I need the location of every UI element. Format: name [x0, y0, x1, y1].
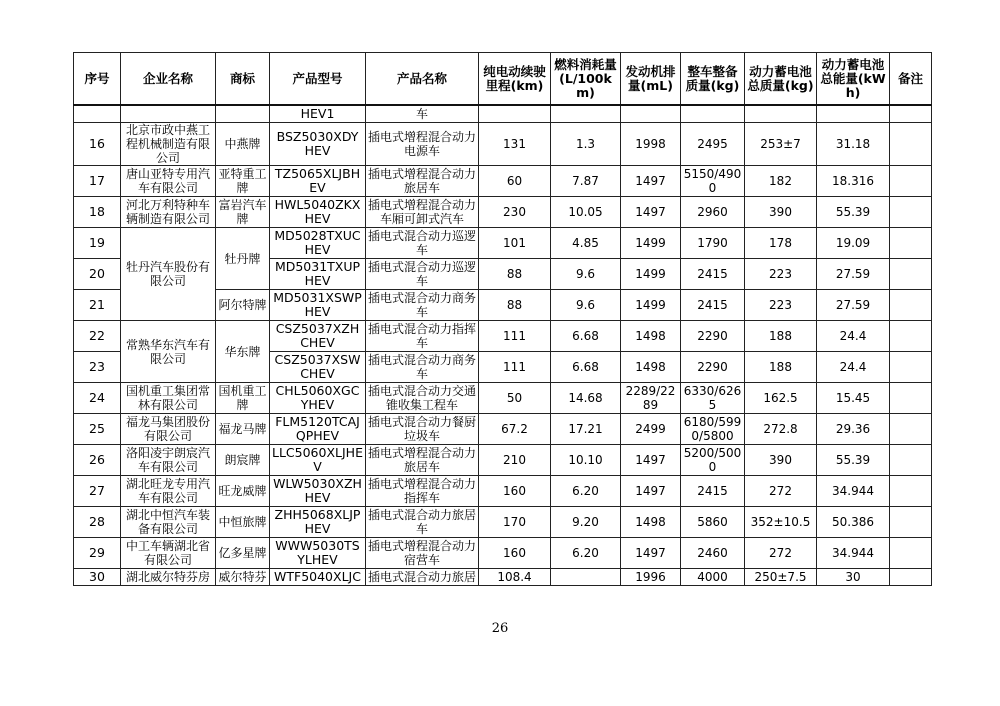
- cell-fuel: 9.6: [551, 290, 621, 321]
- cell-battery-energy: 55.39: [817, 197, 890, 228]
- cell-brand: 福龙马牌: [216, 414, 270, 445]
- cell-displacement: 1996: [621, 569, 681, 586]
- table-row: [74, 123, 932, 166]
- cell-battery-mass: 162.5: [745, 383, 817, 414]
- table-row: [74, 383, 932, 414]
- cell-remark: [890, 321, 932, 352]
- cell-displacement: 1998: [621, 123, 681, 166]
- cell-battery-mass: 390: [745, 197, 817, 228]
- cell-fuel: 9.20: [551, 507, 621, 538]
- cell-mass: [681, 105, 745, 123]
- cell-idx: 16: [74, 123, 121, 166]
- cell-remark: [890, 290, 932, 321]
- vehicle-spec-table: [73, 52, 932, 586]
- table-row: [74, 445, 932, 476]
- table-row: [74, 414, 932, 445]
- cell-fuel: 4.85: [551, 228, 621, 259]
- cell-mass: 2290: [681, 321, 745, 352]
- cell-brand: 华东牌: [216, 321, 270, 383]
- cell-battery-energy: [817, 105, 890, 123]
- cell-fuel: [551, 569, 621, 586]
- header-battery-energy: 动力蓄电池总能量(kWh): [817, 53, 890, 106]
- cell-remark: [890, 166, 932, 197]
- cell-battery-mass: 188: [745, 321, 817, 352]
- cell-displacement: 2289/2289: [621, 383, 681, 414]
- cell-name: 插电式增程混合动力电源车: [366, 123, 479, 166]
- cell-model: ZHH5068XLJPHEV: [270, 507, 366, 538]
- cell-battery-mass: 178: [745, 228, 817, 259]
- cell-battery-mass: 352±10.5: [745, 507, 817, 538]
- cell-displacement: 1498: [621, 507, 681, 538]
- cell-company: 牡丹汽车股份有限公司: [121, 228, 216, 321]
- table-row: [74, 228, 932, 259]
- cell-brand: 亚特重工牌: [216, 166, 270, 197]
- cell-mass: 1790: [681, 228, 745, 259]
- cell-model: WTF5040XLJC: [270, 569, 366, 586]
- cell-battery-energy: 31.18: [817, 123, 890, 166]
- cell-fuel: 10.10: [551, 445, 621, 476]
- cell-battery-mass: 188: [745, 352, 817, 383]
- cell-company: 常熟华东汽车有限公司: [121, 321, 216, 383]
- cell-idx: 18: [74, 197, 121, 228]
- cell-range: 131: [479, 123, 551, 166]
- cell-name: 插电式增程混合动力宿营车: [366, 538, 479, 569]
- cell-company: 湖北旺龙专用汽车有限公司: [121, 476, 216, 507]
- table-row: [74, 321, 932, 352]
- cell-idx: [74, 105, 121, 123]
- cell-remark: [890, 445, 932, 476]
- cell-remark: [890, 569, 932, 586]
- cell-model: MD5028TXUCHEV: [270, 228, 366, 259]
- cell-range: 160: [479, 476, 551, 507]
- cell-range: 108.4: [479, 569, 551, 586]
- cell-displacement: 1497: [621, 538, 681, 569]
- cell-range: 170: [479, 507, 551, 538]
- cell-model: CSZ5037XZHCHEV: [270, 321, 366, 352]
- cell-remark: [890, 507, 932, 538]
- table-header-row: [74, 53, 932, 106]
- header-brand: 商标: [216, 53, 270, 106]
- cell-range: 88: [479, 290, 551, 321]
- cell-model: HWL5040ZKXHEV: [270, 197, 366, 228]
- cell-company: 湖北威尔特芬房: [121, 569, 216, 586]
- cell-range: 111: [479, 321, 551, 352]
- cell-displacement: [621, 105, 681, 123]
- cell-range: 88: [479, 259, 551, 290]
- cell-displacement: 1497: [621, 445, 681, 476]
- cell-fuel: 10.05: [551, 197, 621, 228]
- cell-brand: 亿多星牌: [216, 538, 270, 569]
- cell-mass: 4000: [681, 569, 745, 586]
- cell-fuel: 9.6: [551, 259, 621, 290]
- cell-idx: 25: [74, 414, 121, 445]
- cell-fuel: 7.87: [551, 166, 621, 197]
- cell-range: 230: [479, 197, 551, 228]
- cell-fuel: 17.21: [551, 414, 621, 445]
- cell-range: 60: [479, 166, 551, 197]
- cell-brand: 朗宸牌: [216, 445, 270, 476]
- cell-remark: [890, 105, 932, 123]
- cell-idx: 20: [74, 259, 121, 290]
- cell-battery-energy: 24.4: [817, 352, 890, 383]
- header-remark: 备注: [890, 53, 932, 106]
- table-row: [74, 197, 932, 228]
- cell-brand: 中恒旅牌: [216, 507, 270, 538]
- cell-battery-energy: 34.944: [817, 538, 890, 569]
- header-model: 产品型号: [270, 53, 366, 106]
- cell-idx: 24: [74, 383, 121, 414]
- cell-mass: 2415: [681, 259, 745, 290]
- cell-battery-mass: 223: [745, 290, 817, 321]
- cell-idx: 19: [74, 228, 121, 259]
- cell-name: 插电式增程混合动力车厢可卸式汽车: [366, 197, 479, 228]
- cell-remark: [890, 476, 932, 507]
- cell-displacement: 1497: [621, 197, 681, 228]
- cell-brand: 中燕牌: [216, 123, 270, 166]
- header-range: 纯电动续驶里程(km): [479, 53, 551, 106]
- cell-battery-mass: 390: [745, 445, 817, 476]
- cell-brand: 牡丹牌: [216, 228, 270, 290]
- cell-company: 洛阳凌宇朗宸汽车有限公司: [121, 445, 216, 476]
- header-company: 企业名称: [121, 53, 216, 106]
- cell-mass: 2495: [681, 123, 745, 166]
- cell-battery-energy: 50.386: [817, 507, 890, 538]
- cell-fuel: 14.68: [551, 383, 621, 414]
- cell-model: LLC5060XLJHEV: [270, 445, 366, 476]
- header-mass: 整车整备质量(kg): [681, 53, 745, 106]
- cell-range: 101: [479, 228, 551, 259]
- cell-brand: 富岩汽车牌: [216, 197, 270, 228]
- cell-battery-mass: 182: [745, 166, 817, 197]
- cell-battery-mass: 272.8: [745, 414, 817, 445]
- cell-idx: 30: [74, 569, 121, 586]
- table-row: [74, 166, 932, 197]
- cell-battery-mass: [745, 105, 817, 123]
- cell-mass: 2415: [681, 290, 745, 321]
- cell-battery-mass: 250±7.5: [745, 569, 817, 586]
- cell-brand: 威尔特芬: [216, 569, 270, 586]
- cell-range: 67.2: [479, 414, 551, 445]
- table-row: [74, 507, 932, 538]
- cell-battery-mass: 272: [745, 538, 817, 569]
- cell-idx: 29: [74, 538, 121, 569]
- cell-range: 210: [479, 445, 551, 476]
- cell-remark: [890, 197, 932, 228]
- cell-battery-mass: 253±7: [745, 123, 817, 166]
- cell-idx: 26: [74, 445, 121, 476]
- cell-model: TZ5065XLJBHEV: [270, 166, 366, 197]
- cell-idx: 27: [74, 476, 121, 507]
- cell-company: 湖北中恒汽车装备有限公司: [121, 507, 216, 538]
- cell-name: 插电式增程混合动力旅居车: [366, 445, 479, 476]
- cell-company: 中工车辆湖北省有限公司: [121, 538, 216, 569]
- cell-displacement: 1499: [621, 259, 681, 290]
- cell-displacement: 2499: [621, 414, 681, 445]
- cell-remark: [890, 228, 932, 259]
- cell-idx: 28: [74, 507, 121, 538]
- cell-idx: 23: [74, 352, 121, 383]
- cell-name: 插电式混合动力指挥车: [366, 321, 479, 352]
- cell-displacement: 1498: [621, 352, 681, 383]
- cell-brand: [216, 105, 270, 123]
- cell-company: [121, 105, 216, 123]
- cell-mass: 6330/6265: [681, 383, 745, 414]
- cell-remark: [890, 123, 932, 166]
- cell-model: WLW5030XZHHEV: [270, 476, 366, 507]
- page-number: 26: [491, 621, 509, 636]
- cell-displacement: 1498: [621, 321, 681, 352]
- cell-mass: 5860: [681, 507, 745, 538]
- cell-remark: [890, 538, 932, 569]
- cell-name: 插电式混合动力旅居: [366, 569, 479, 586]
- cell-fuel: [551, 105, 621, 123]
- cell-idx: 17: [74, 166, 121, 197]
- cell-name: 插电式混合动力交通锥收集工程车: [366, 383, 479, 414]
- cell-name: 插电式混合动力商务车: [366, 290, 479, 321]
- cell-range: 160: [479, 538, 551, 569]
- cell-mass: 5200/5000: [681, 445, 745, 476]
- cell-idx: 22: [74, 321, 121, 352]
- cell-remark: [890, 414, 932, 445]
- table-row: [74, 569, 932, 586]
- continuation-row: [74, 105, 932, 123]
- cell-name: 插电式混合动力餐厨垃圾车: [366, 414, 479, 445]
- cell-fuel: 1.3: [551, 123, 621, 166]
- cell-battery-energy: 55.39: [817, 445, 890, 476]
- cell-fuel: 6.20: [551, 476, 621, 507]
- table-row: [74, 538, 932, 569]
- cell-mass: 6180/5990/5800: [681, 414, 745, 445]
- cell-company: 北京市政中燕工程机械制造有限公司: [121, 123, 216, 166]
- cell-displacement: 1499: [621, 228, 681, 259]
- cell-remark: [890, 259, 932, 290]
- header-fuel: 燃料消耗量(L/100km): [551, 53, 621, 106]
- cell-name: 插电式混合动力旅居车: [366, 507, 479, 538]
- cell-range: [479, 105, 551, 123]
- cell-displacement: 1497: [621, 166, 681, 197]
- cell-model: MD5031TXUPHEV: [270, 259, 366, 290]
- cell-displacement: 1497: [621, 476, 681, 507]
- cell-brand: 国机重工牌: [216, 383, 270, 414]
- cell-mass: 2460: [681, 538, 745, 569]
- cell-company: 河北万利特种车辆制造有限公司: [121, 197, 216, 228]
- cell-fuel: 6.20: [551, 538, 621, 569]
- cell-battery-energy: 15.45: [817, 383, 890, 414]
- cell-displacement: 1499: [621, 290, 681, 321]
- header-idx: 序号: [74, 53, 121, 106]
- cell-battery-energy: 34.944: [817, 476, 890, 507]
- cell-range: 50: [479, 383, 551, 414]
- cell-company: 国机重工集团常林有限公司: [121, 383, 216, 414]
- cell-model: BSZ5030XDYHEV: [270, 123, 366, 166]
- cell-fuel: 6.68: [551, 352, 621, 383]
- cell-name: 插电式混合动力巡逻车: [366, 259, 479, 290]
- cell-idx: 21: [74, 290, 121, 321]
- cell-company: 唐山亚特专用汽车有限公司: [121, 166, 216, 197]
- cell-mass: 2415: [681, 476, 745, 507]
- cell-battery-energy: 18.316: [817, 166, 890, 197]
- header-displacement: 发动机排量(mL): [621, 53, 681, 106]
- cell-model: WWW5030TSYLHEV: [270, 538, 366, 569]
- cell-battery-energy: 29.36: [817, 414, 890, 445]
- cell-mass: 2290: [681, 352, 745, 383]
- cell-range: 111: [479, 352, 551, 383]
- cell-name: 插电式混合动力商务车: [366, 352, 479, 383]
- cell-model: CHL5060XGCYHEV: [270, 383, 366, 414]
- cell-battery-mass: 272: [745, 476, 817, 507]
- cell-brand: 阿尔特牌: [216, 290, 270, 321]
- cell-mass: 5150/4900: [681, 166, 745, 197]
- cell-name: 插电式混合动力巡逻车: [366, 228, 479, 259]
- header-name: 产品名称: [366, 53, 479, 106]
- cell-model: MD5031XSWPHEV: [270, 290, 366, 321]
- cell-model: FLM5120TCAJQPHEV: [270, 414, 366, 445]
- cell-battery-energy: 27.59: [817, 290, 890, 321]
- cell-battery-energy: 19.09: [817, 228, 890, 259]
- cell-battery-energy: 27.59: [817, 259, 890, 290]
- header-battery-mass: 动力蓄电池总质量(kg): [745, 53, 817, 106]
- cell-battery-mass: 223: [745, 259, 817, 290]
- cell-battery-energy: 24.4: [817, 321, 890, 352]
- cell-remark: [890, 352, 932, 383]
- cell-model: HEV1: [270, 105, 366, 123]
- cell-battery-energy: 30: [817, 569, 890, 586]
- cell-name: 车: [366, 105, 479, 123]
- cell-mass: 2960: [681, 197, 745, 228]
- table-row: [74, 476, 932, 507]
- cell-name: 插电式增程混合动力指挥车: [366, 476, 479, 507]
- cell-remark: [890, 383, 932, 414]
- cell-model: CSZ5037XSWCHEV: [270, 352, 366, 383]
- cell-name: 插电式增程混合动力旅居车: [366, 166, 479, 197]
- cell-company: 福龙马集团股份有限公司: [121, 414, 216, 445]
- cell-brand: 旺龙威牌: [216, 476, 270, 507]
- cell-fuel: 6.68: [551, 321, 621, 352]
